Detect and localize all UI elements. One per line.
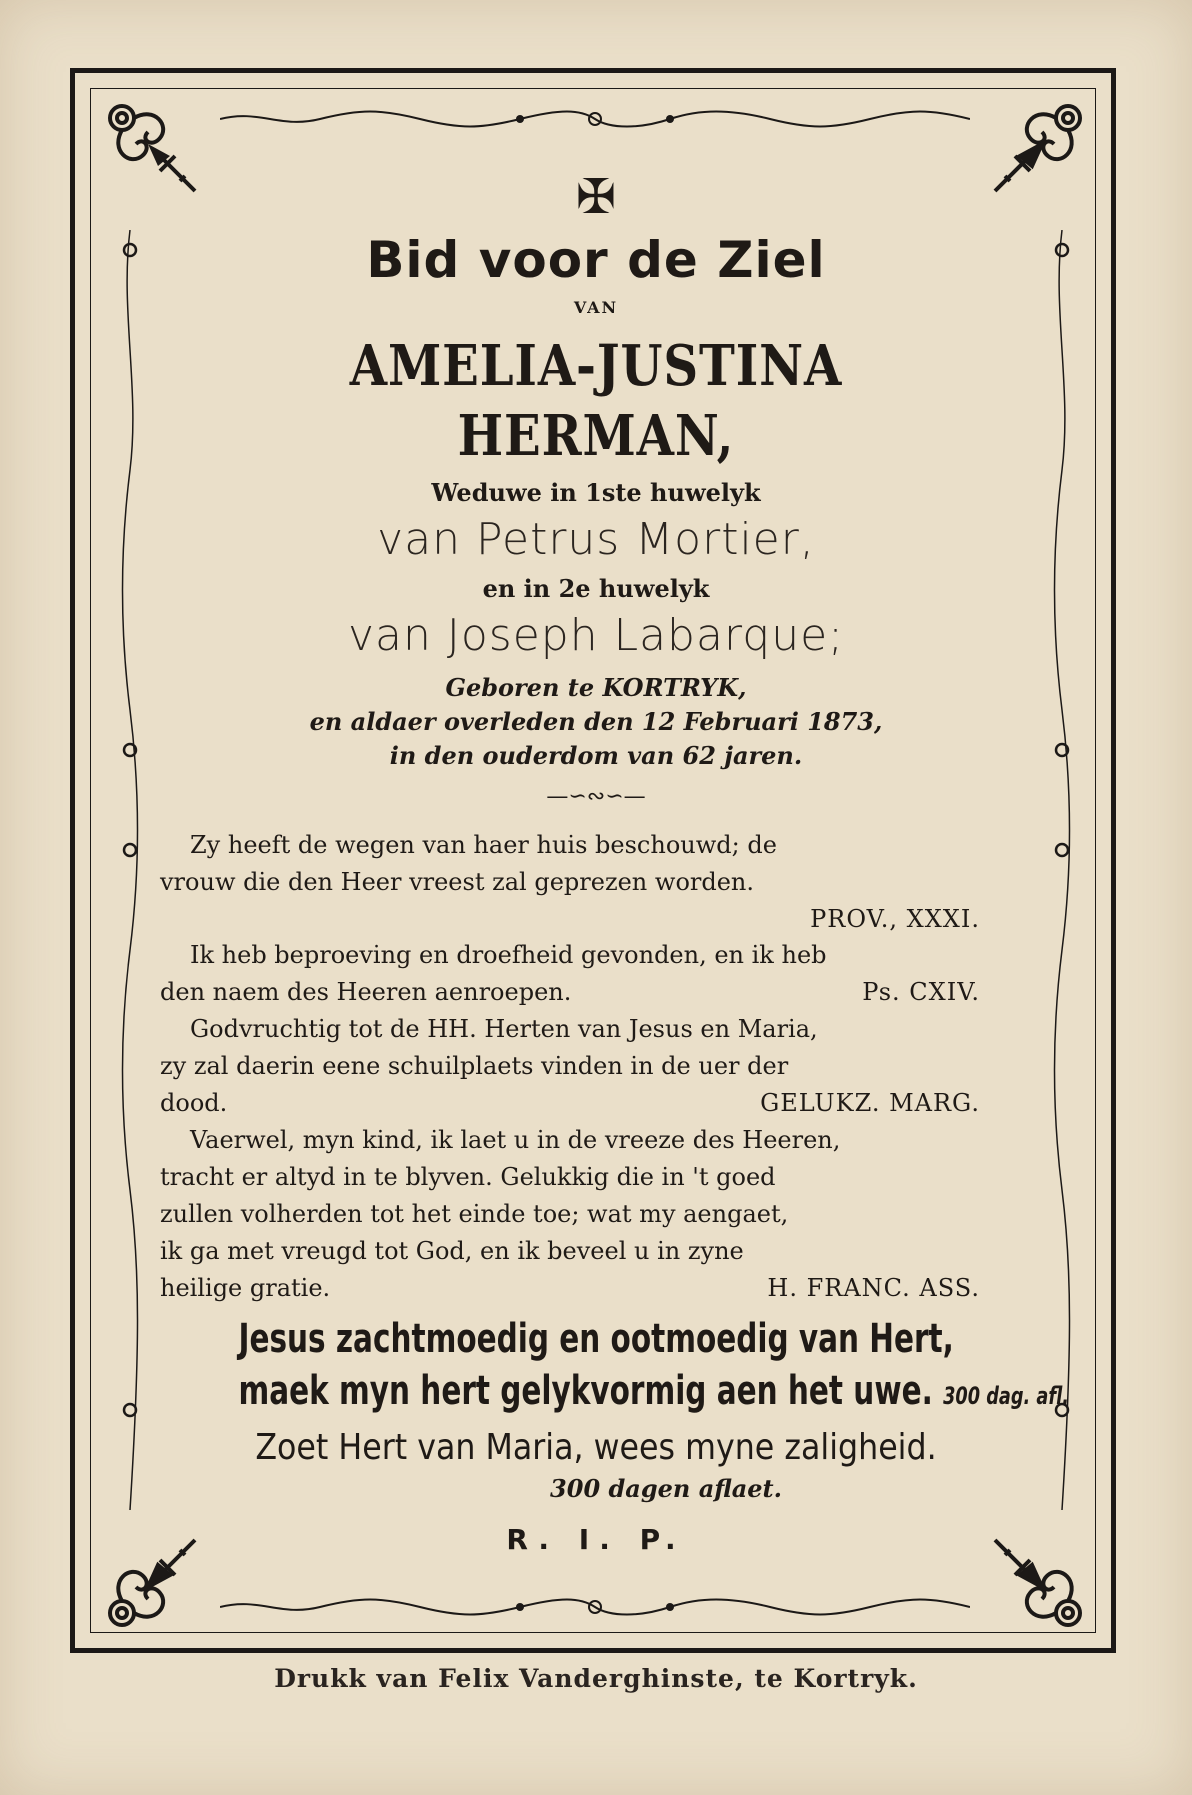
quote-line: zullen volherden tot het einde toe; wat my aengaet,	[160, 1200, 789, 1228]
card-content	[160, 169, 1069, 1556]
quote-reference: H. FRANC. ASS.	[767, 1274, 980, 1302]
quote-reference: GELUKZ. MARG.	[760, 1089, 980, 1117]
vine-border-icon	[220, 104, 970, 134]
rip-text: R. I. P.	[506, 1523, 686, 1556]
second-marriage: en in 2e huwelyk	[482, 574, 710, 603]
vine-border-icon	[220, 1592, 970, 1622]
van-label: VAN	[573, 298, 619, 317]
quote-line: Ik heb beproeving en droefheid gevonden, en ik heb	[190, 941, 827, 969]
printer-imprint: Drukk van Felix Vanderghinste, te Kortryk.	[274, 1664, 918, 1693]
divider-ornament: —∽∾∽—	[546, 784, 646, 809]
quote-line: zy zal daerin eene schuilplaets vinden in de uer der	[160, 1052, 789, 1080]
indulgence-note: 300 dag. afl.	[943, 1382, 1069, 1410]
quote-line: vrouw die den Heer vreest zal geprezen worden.	[160, 868, 755, 896]
quote-block	[160, 827, 1032, 1307]
quote-line: ik ga met vreugd tot God, en ik beveel u in zyne	[160, 1237, 744, 1265]
prayer-line: Zoet Hert van Maria, wees myne zaligheid.	[255, 1427, 937, 1468]
prayer-line: Jesus zachtmoedig en ootmoedig van Hert,	[238, 1316, 954, 1362]
cross-icon: ✠	[575, 169, 617, 225]
quote-reference: Ps. CXIV.	[862, 978, 980, 1006]
age-at-death: in den ouderdom van 62 jaren.	[389, 741, 803, 770]
quote-text: den naem des Heeren aenroepen.	[160, 978, 572, 1006]
first-marriage: Weduwe in 1ste huwelyk	[431, 478, 761, 507]
quote-line: tracht er altyd in te blyven. Gelukkig die in 't goed	[160, 1163, 776, 1191]
birth-place: Geboren te KORTRYK,	[445, 673, 747, 702]
first-husband: van Petrus Mortier,	[377, 514, 815, 565]
vine-border-icon	[1042, 230, 1082, 1510]
quote-line: Godvruchtig tot de HH. Herten van Jesus en Maria,	[190, 1015, 818, 1043]
second-husband: van Joseph Labarque;	[348, 610, 844, 661]
quote-text: dood.	[160, 1089, 228, 1117]
indulgence-note: 300 dagen aflaet.	[550, 1474, 782, 1503]
quote-line	[160, 974, 1032, 1011]
prayer-line	[238, 1365, 1069, 1422]
quote-text: heilige gratie.	[160, 1274, 331, 1302]
card-title: Bid voor de Ziel	[366, 231, 826, 289]
vine-border-icon	[110, 230, 150, 1510]
quote-line: Vaerwel, myn kind, ik laet u in de vreeze des Heeren,	[190, 1126, 841, 1154]
quote-line	[160, 1270, 1032, 1307]
deceased-name: AMELIA-JUSTINA HERMAN,	[349, 333, 843, 469]
death-date: en aldaer overleden den 12 Februari 1873,	[309, 707, 883, 736]
prayer-text: maek myn hert gelykvormig aen het uwe.	[238, 1368, 933, 1414]
quote-line: Zy heeft de wegen van haer huis beschouwd; de	[190, 831, 777, 859]
quote-line	[160, 1085, 1032, 1122]
quote-reference: PROV., XXXI.	[810, 905, 980, 933]
